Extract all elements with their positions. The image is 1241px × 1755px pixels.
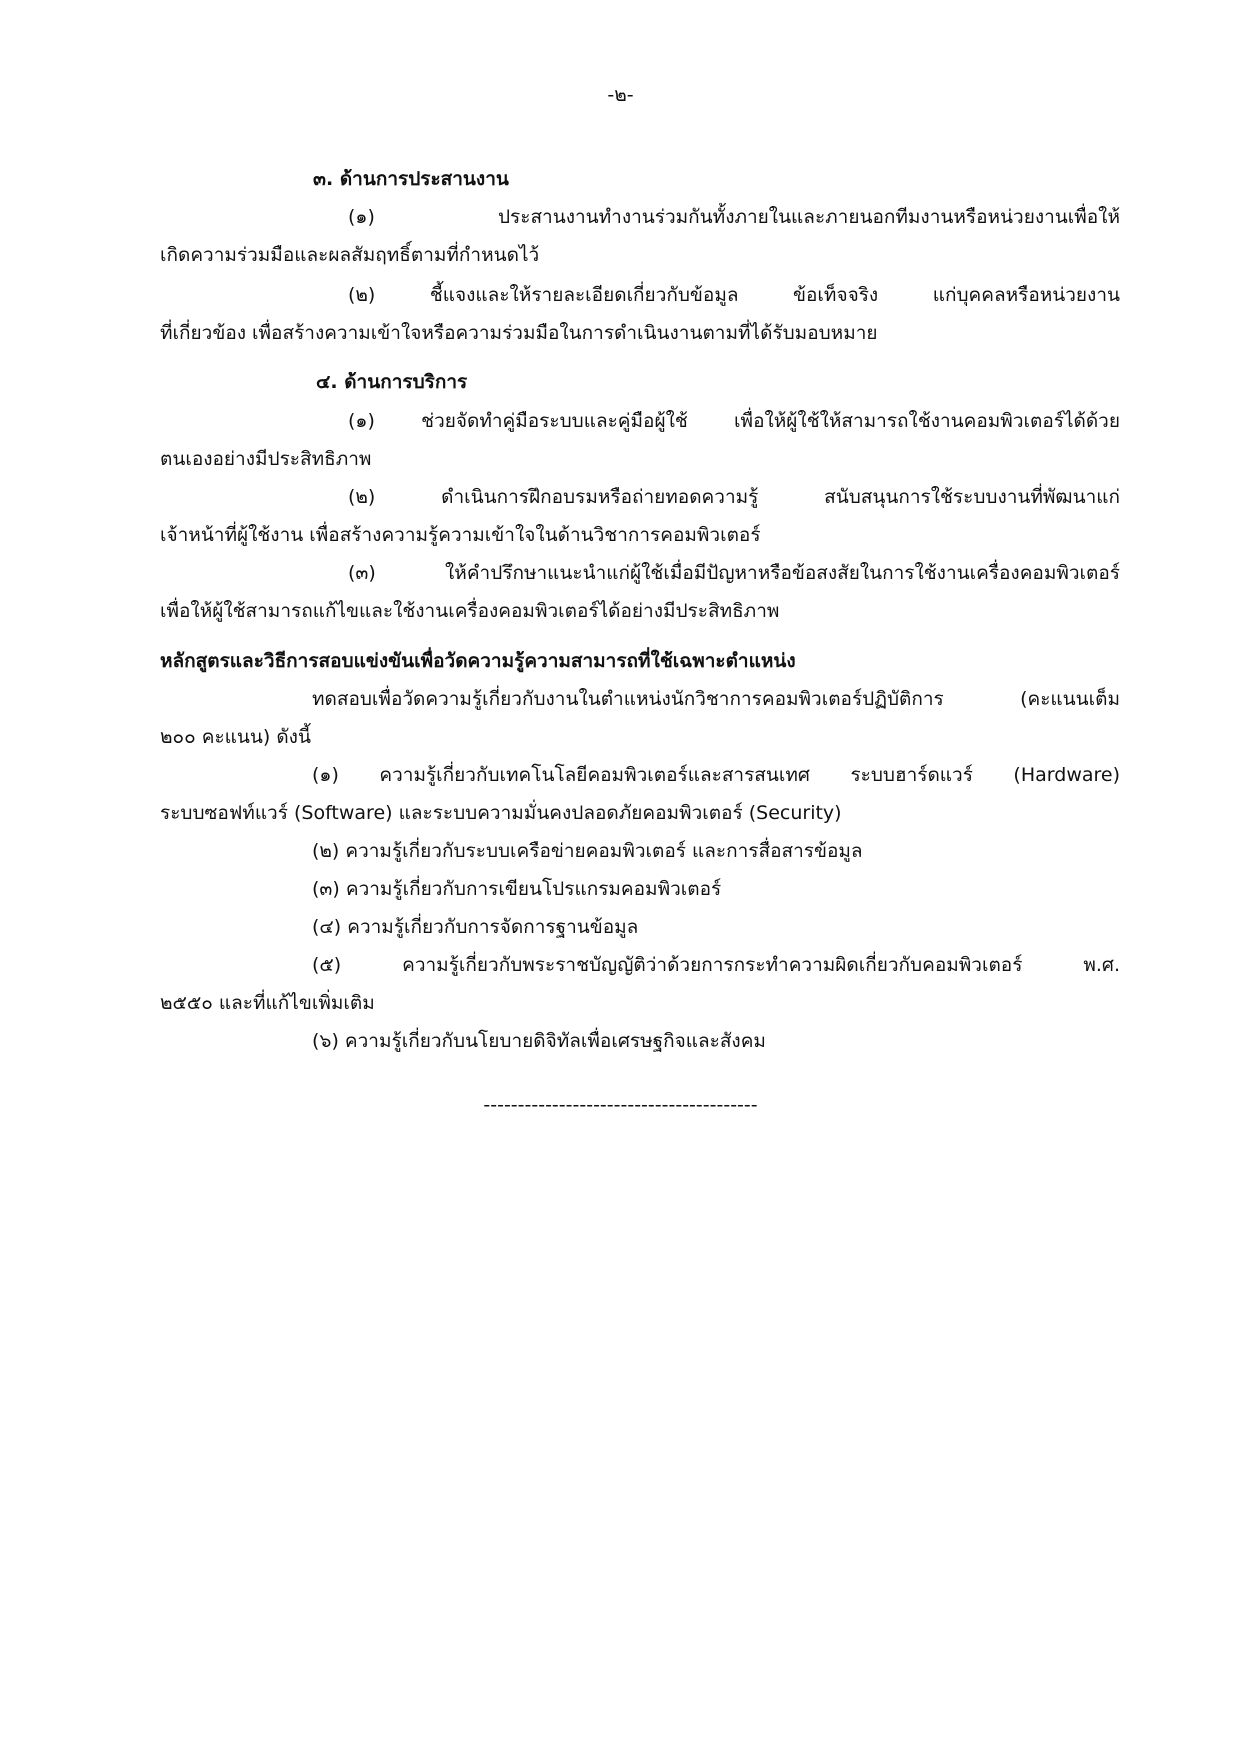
curriculum-item-1-line-1: (๑) ความรู้เกี่ยวกับเทคโนโลยีคอมพิวเตอร์และสารสนเทศ ระบบฮาร์ดแวร์ (Hardware)	[312, 764, 1120, 786]
closing-divider: ----------------------------------------	[483, 1094, 758, 1116]
curriculum-item-1-line-2: ระบบซอฟท์แวร์ (Software) และระบบความมั่นคงปลอดภัยคอมพิวเตอร์ (Security)	[160, 802, 842, 824]
section-4-item-2-line-2: เจ้าหน้าที่ผู้ใช้งาน เพื่อสร้างความรู้ความเข้าใจในด้านวิชาการคอมพิวเตอร์	[160, 524, 761, 546]
section-3-item-2-line-2: ที่เกี่ยวข้อง เพื่อสร้างความเข้าใจหรือความร่วมมือในการดำเนินงานตามที่ได้รับมอบหมาย	[160, 322, 878, 344]
section-4-item-3-line-2: เพื่อให้ผู้ใช้สามารถแก้ไขและใช้งานเครื่องคอมพิวเตอร์ได้อย่างมีประสิทธิภาพ	[160, 600, 780, 622]
curriculum-item-4: (๔) ความรู้เกี่ยวกับการจัดการฐานข้อมูล	[312, 916, 639, 938]
curriculum-item-5-line-2: ๒๕๕๐ และที่แก้ไขเพิ่มเติม	[160, 992, 375, 1014]
curriculum-item-6: (๖) ความรู้เกี่ยวกับนโยบายดิจิทัลเพื่อเศรษฐกิจและสังคม	[312, 1030, 766, 1052]
curriculum-item-5-line-1: (๕) ความรู้เกี่ยวกับพระราชบัญญัติว่าด้วยการกระทำความผิดเกี่ยวกับคอมพิวเตอร์ พ.ศ.	[312, 954, 1120, 976]
section-3-heading: ๓. ด้านการประสานงาน	[313, 168, 509, 190]
curriculum-heading: หลักสูตรและวิธีการสอบแข่งขันเพื่อวัดความรู้ความสามารถที่ใช้เฉพาะตำแหน่ง	[160, 650, 796, 672]
curriculum-intro-line-2: ๒๐๐ คะแนน) ดังนี้	[160, 726, 311, 748]
section-3-item-2-line-1: (๒) ชี้แจงและให้รายละเอียดเกี่ยวกับข้อมูล ข้อเท็จจริง แก่บุคคลหรือหน่วยงาน	[348, 284, 1120, 306]
section-4-item-3-line-1: (๓) ให้คำปรึกษาแนะนำแก่ผู้ใช้เมื่อมีปัญหาหรือข้อสงสัยในการใช้งานเครื่องคอมพิวเตอร์	[348, 562, 1120, 584]
section-4-item-1-line-2: ตนเองอย่างมีประสิทธิภาพ	[160, 448, 372, 470]
section-4-item-2-line-1: (๒) ดำเนินการฝึกอบรมหรือถ่ายทอดความรู้ สนับสนุนการใช้ระบบงานที่พัฒนาแก่	[348, 486, 1120, 508]
section-3-item-1-line-2: เกิดความร่วมมือและผลสัมฤทธิ์ตามที่กำหนดไว้	[160, 244, 540, 266]
section-4-heading: ๔. ด้านการบริการ	[316, 371, 468, 393]
curriculum-intro-line-1: ทดสอบเพื่อวัดความรู้เกี่ยวกับงานในตำแหน่งนักวิชาการคอมพิวเตอร์ปฏิบัติการ (คะแนนเต็ม	[312, 688, 1120, 710]
curriculum-item-3: (๓) ความรู้เกี่ยวกับการเขียนโปรแกรมคอมพิวเตอร์	[312, 878, 722, 900]
section-4-item-1-line-1: (๑) ช่วยจัดทำคู่มือระบบและคู่มือผู้ใช้ เพื่อให้ผู้ใช้ให้สามารถใช้งานคอมพิวเตอร์ได้ด้วย	[348, 410, 1120, 432]
curriculum-item-2: (๒) ความรู้เกี่ยวกับระบบเครือข่ายคอมพิวเตอร์ และการสื่อสารข้อมูล	[312, 840, 863, 862]
section-3-item-1-line-1: (๑) ประสานงานทำงานร่วมกันทั้งภายในและภายนอกทีมงานหรือหน่วยงานเพื่อให้	[348, 206, 1120, 228]
page-number: -๒-	[607, 84, 634, 106]
